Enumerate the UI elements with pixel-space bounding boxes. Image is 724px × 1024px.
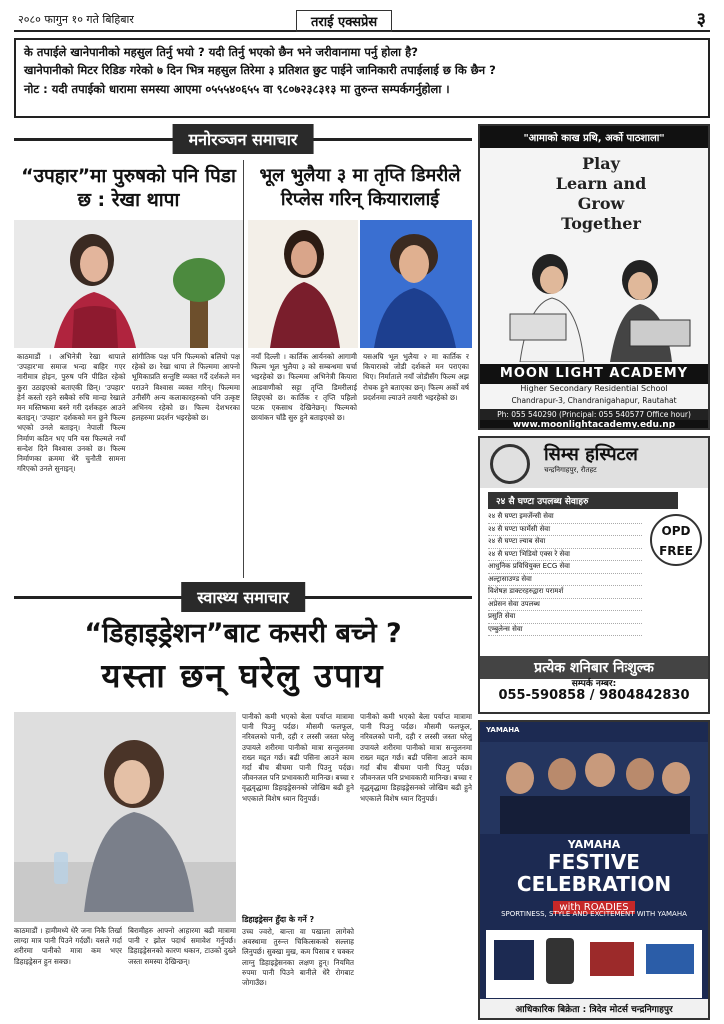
- list-item: आधुनिक प्रविधियुक्त ECG सेवा: [488, 561, 642, 574]
- notice-line-2: खानेपानीको मिटर रिडिङ गरेको ७ दिन भित्र महसुल तिरेमा ३ प्रतिशत छुट पाईने जानिकारी तपाईलाई छ कि छैन ?: [24, 63, 496, 77]
- hospital-ad: [478, 436, 710, 714]
- page-number: ३: [696, 9, 706, 30]
- contact-label: सम्पर्क नम्बर:: [571, 679, 617, 689]
- health-body-c: पानीको कमी भएको बेला पर्याप्त मात्रामा पानी पिउनु पर्दछ। मौसमी फलफूल, नरिवलको पानी, दही र लस्सी जस्ता घरेलु उपायले शरीरमा पानीको मात्रा सन्तुलनमा राख्न मद्दत गर्छ। बढी पसिना आउने काम गर्दा बीच बीचमा पानी पिउनु पर्दछ। जीवनजल पनि प्रभावकारी मानिन्छ। बच्चा र वृद्धवृद्धामा डिहाइड्रेसनको जोखिम बढी हुने भएकाले विशेष ध्यान दिनुपर्छ।: [242, 712, 354, 803]
- health-body-a: काठमाडौं । हामीमध्ये धेरै जना निकै तिर्खा लाग्दा मात्र पानी पिउने गर्दछौं। यसले गर्दा शरीरमा पानीको मात्रा कम भएर डिहाइड्रेसन हुन सक्छ।: [14, 926, 122, 966]
- entertainment-label: मनोरञ्जन समाचार: [173, 124, 314, 154]
- list-item: २४ सै घण्टा फार्मेसी सेवा: [488, 524, 642, 537]
- school-tagline: "आमाको काख प्रथि, अर्को पाठशाला": [480, 126, 708, 148]
- list-item: २४ सै घण्टा भिडियो एक्स रे सेवा: [488, 549, 642, 562]
- list-item: अप्रेसन सेवा उपलब्ध: [488, 599, 642, 612]
- yamaha-dealer: आधिकारिक बिक्रेता : त्रिदेव मोटर्स चन्द्रनिगाहपुर: [480, 999, 708, 1018]
- health-body-b: बिरामीहरु आफ्नो आहारमा बढी मात्रामा पानी र झोल पदार्थ समावेश गर्नुपर्छ। डिहाइड्रेसनको कारण थकान, टाउको दुख्ने जस्ता समस्या देखिन्छन्।: [128, 926, 236, 966]
- entertainment-section-header: [14, 124, 472, 154]
- festive-celebration: [480, 838, 708, 914]
- health-headline-1: “डिहाइड्रेशन”बाट कसरी बच्ने ?: [84, 618, 402, 649]
- story2-body-left: नयाँ दिल्ली । कार्तिक आर्यनको आगामी फिल्म भूल भुलैया ३ को सम्बन्धमा चर्चा भइरहेको छ। फिल्ममा अभिनेत्री कियारा आडवाणीको सट्टा तृप्ति डिमरीलाई लिइएको छ। कार्तिक र तृप्ति पहिलो पटक एकसाथ देखिनेछन्। फिल्मको छायांकन चाँडै सुरु हुने बताइएको छ।: [251, 352, 357, 423]
- slogan-grow: Grow: [577, 194, 625, 213]
- event-top: YAMAHA: [567, 838, 621, 851]
- free-day-banner: प्रत्येक शनिबार निःशुल्क: [480, 656, 708, 679]
- story1-body-left: काठमाडौं । अभिनेत्री रेखा थापाले 'उपहार'मा समाज भन्दा बाहिर गएर नारीमात्र होइन, पुरुष पनि पीडित रहेको कुरा उठाइएको बताएकी छिन्। 'उपहार' हेर्न कस्तो रहने सबैको रुचि मान्दा रेखाले मन मस्तिष्कमा बस्ने गरी दर्शकहरु आउने बताइन्। 'उपहार' दर्शकको मन छुने फिल्म भएको उनले बताइन्। नेपाली फिल्म निर्माण कठिन भए पनि यस फिल्मले नयाँ सन्देश दिने विश्वास उनको छ। फिल्म निर्माणका क्रममा धेरै चुनौती सामना गरिएको उनले सुनाइन्।: [17, 352, 126, 474]
- school-ad: [478, 124, 710, 430]
- health-label: स्वास्थ्य समाचार: [181, 582, 305, 612]
- opd-badge-text: OPD: [661, 524, 691, 538]
- actors-photo: [248, 220, 472, 348]
- story-bhool-bhulaiyaa: [248, 160, 472, 578]
- health-headline-2: यस्ता छन् घरेलु उपाय: [101, 656, 385, 695]
- slogan-play: Play: [582, 154, 620, 173]
- children-reading-illustration: [480, 244, 708, 362]
- health-subhead: डिहाइड्रेसन हुँदा के गर्ने ?: [242, 915, 315, 924]
- school-address: Chandrapur-3, Chandranigahapur, Rautahat: [511, 396, 677, 405]
- school-website[interactable]: www.moonlightacademy.edu.np: [480, 420, 708, 430]
- hospital-contact: 055-590858 / 9804842830: [498, 688, 690, 703]
- entertainment-stories: [14, 160, 472, 578]
- school-subtitle: Higher Secondary Residential School: [520, 384, 668, 393]
- masthead: तराई एक्सप्रेस: [296, 10, 392, 32]
- page-header: [14, 10, 710, 32]
- yamaha-tagline: SPORTINESS, STYLE AND EXCITEMENT WITH YAMAHA: [501, 910, 687, 918]
- hospital-name: सिम्स हस्पिटल: [544, 444, 638, 465]
- water-notice-box: [14, 38, 710, 118]
- dehydrated-woman-photo: [14, 712, 236, 922]
- rekha-thapa-photo: [14, 220, 243, 348]
- health-body-d: उच्च ज्वरो, बान्ता वा पखाला लागेको अवस्थामा तुरुन्त चिकित्सकको सल्लाह लिनुपर्छ। सुक्खा मुख, कम पिसाब र चक्कर लाग्नु डिहाइड्रेसनका लक्षण हुन्। नियमित रुपमा पानी पिउने बानीले धेरै रोगबाट जोगाउँछ।: [242, 927, 354, 988]
- health-body-c-cont: पानीको कमी भएको बेला पर्याप्त मात्रामा पानी पिउनु पर्दछ। मौसमी फलफूल, नरिवलको पानी, दही र लस्सी जस्ता घरेलु उपायले शरीरमा पानीको मात्रा सन्तुलनमा राख्न मद्दत गर्छ। बढी पसिना आउने काम गर्दा बीच बीचमा पानी पिउनु पर्दछ। जीवनजल पनि प्रभावकारी मानिन्छ। बच्चा र वृद्धवृद्धामा डिहाइड्रेसनको जोखिम बढी हुने भएकाले विशेष ध्यान दिनुपर्छ।: [360, 712, 472, 803]
- event-festive: FESTIVE: [548, 850, 640, 874]
- issue-date: २०८० फागुन १० गते बिहिबार: [18, 13, 134, 26]
- health-article: [14, 712, 472, 1018]
- list-item: अल्ट्रासाउण्ड सेवा: [488, 574, 642, 587]
- story-rekha-thapa: [14, 160, 244, 578]
- opd-free-badge: [650, 514, 702, 566]
- services-title: २४ सै घण्टा उपलब्ध सेवाहरु: [488, 492, 678, 509]
- slogan-together: Together: [561, 214, 641, 233]
- hospital-logo-icon: [490, 444, 530, 484]
- prizes-strip: [486, 930, 702, 998]
- services-list: [480, 509, 650, 638]
- notice-note: नोट : यदी तपाईको धारामा समस्या आएमा ०५५५४०६५५ वा ९८०७२३८३१३ मा तुरुन्त सम्पर्कगर्नुहोला ।: [24, 82, 450, 96]
- slogan-learn: Learn and: [555, 174, 647, 193]
- school-name: MOON LIGHT ACADEMY: [480, 364, 708, 384]
- list-item: प्रसुति सेवा: [488, 611, 642, 624]
- health-col-2: [242, 712, 354, 1018]
- list-item: २४ सै घण्टा इमर्जेन्सी सेवा: [488, 511, 642, 524]
- list-item: विशेषज्ञ डाक्टरहरुद्वारा परामर्श: [488, 586, 642, 599]
- health-headline: [14, 614, 472, 698]
- yamaha-ad: [478, 720, 710, 1020]
- story2-headline: भूल भुलैया ३ मा तृप्ति डिमरीले रिप्लेस गरिन् कियारालाई: [259, 165, 461, 210]
- story1-body-right: सांगीतिक पक्ष पनि फिल्मको बलियो पक्ष रहेको छ। रेखा थापा ले फिल्ममा आफ्नो भूमिकाप्रति सन्तुष्टि व्यक्त गर्दै दर्शकले मन पराउने विश्वास व्यक्त गरिन्। फिल्ममा उनीसँगै अन्य कलाकारहरुको पनि उत्कृष्ट अभिनय रहेको छ। फिल्म देशभरका हलहरुमा प्रदर्शन भइरहेको छ।: [131, 352, 240, 423]
- list-item: २४ सै घण्टा ल्याब सेवा: [488, 536, 642, 549]
- hospital-address: चन्द्रनिगाहपुर, रौतहट: [544, 466, 597, 474]
- story2-body-right: यसअघि भूल भुलैया २ मा कार्तिक र कियाराको जोडी दर्शकले मन पराएका थिए। निर्माताले नयाँ जोडीसँग फिल्म अझ रोचक हुने बताएका छन्। फिल्म अर्को वर्ष प्रदर्शनमा ल्याउने तयारी भइरहेको छ।: [363, 352, 469, 402]
- yamaha-brand: YAMAHA: [486, 726, 520, 734]
- list-item: एम्बुलेन्स सेवा: [488, 624, 642, 637]
- roadies-group-photo: [480, 742, 708, 834]
- free-badge-text: FREE: [659, 544, 693, 558]
- roadies-badge: with ROADIES: [553, 901, 634, 914]
- health-section-header: [14, 582, 472, 612]
- school-phone: Ph: 055 540290 (Principal: 055 540577 Office hour): [480, 409, 708, 420]
- event-celebration: CELEBRATION: [516, 872, 672, 896]
- school-slogan: [526, 154, 676, 234]
- story1-headline: “उपहार”मा पुरुषको पनि पिडा छ : रेखा थापा: [21, 165, 236, 211]
- notice-line-1: के तपाईले खानेपानीको महसुल तिर्नु भयो ? यदी तिर्नु भएको छैन भने जरीवानामा पर्नु होला है?: [24, 45, 418, 59]
